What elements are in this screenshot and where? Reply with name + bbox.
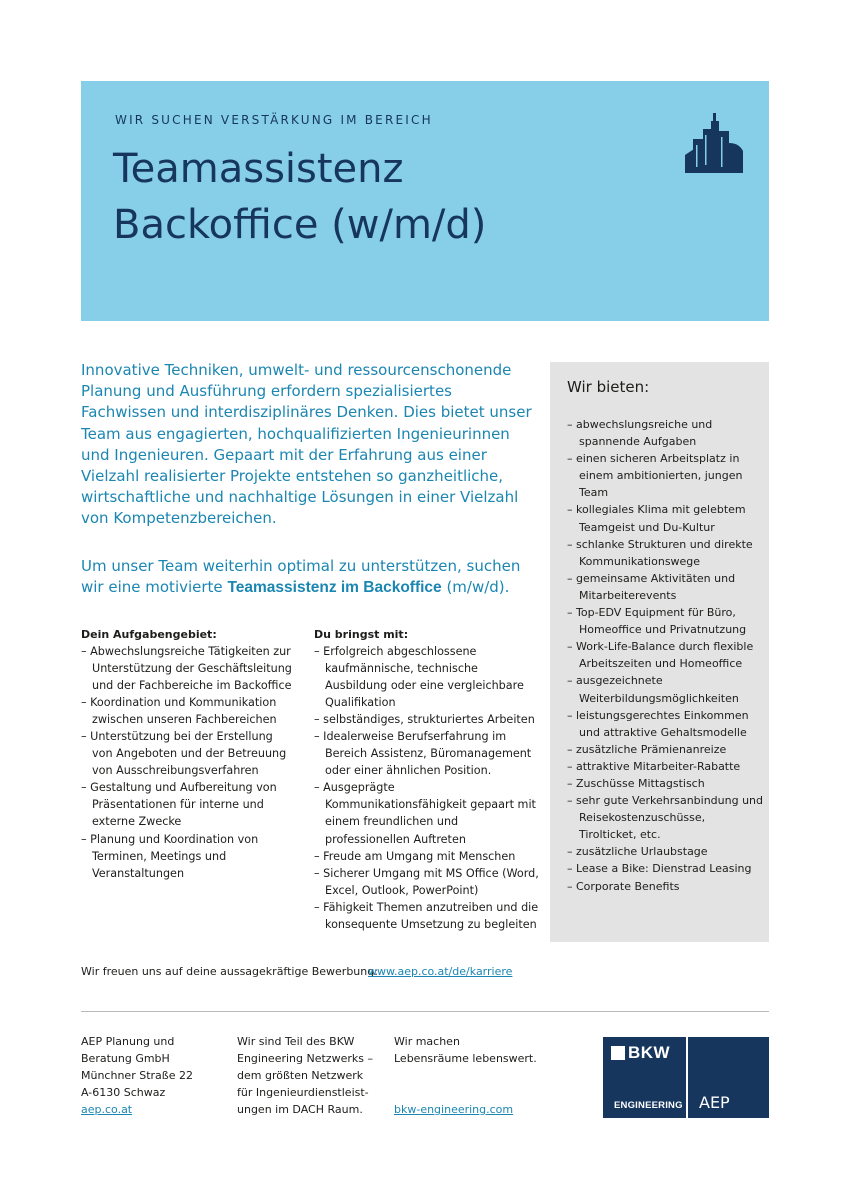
list-item: – Zuschüsse Mittagstisch (567, 775, 763, 792)
list-item: – Abwechslungsreiche Tätigkeiten zur Unterstützung der Geschäftsleitung und der Fachbereiche im Backoffice (81, 643, 296, 694)
logo-square-icon (611, 1046, 625, 1060)
network-line: Engineering Netzwerks – (237, 1052, 373, 1065)
list-item: – kollegiales Klima mit gelebtem Teamgeist und Du-Kultur (567, 501, 763, 535)
list-item: – Unterstützung bei der Erstellung von Angeboten und der Betreuung von Ausschreibungsverfahren (81, 728, 296, 779)
career-link[interactable]: www.aep.co.at/de/karriere (368, 965, 513, 978)
offer-heading: Wir bieten: (567, 378, 650, 396)
logo-bkw-text: BKW (628, 1043, 671, 1062)
list-item: – zusätzliche Urlaubstage (567, 843, 763, 860)
list-item: – Lease a Bike: Dienstrad Leasing (567, 860, 763, 877)
network-line: dem größten Netzwerk (237, 1069, 364, 1082)
tasks-heading: Dein Aufgabengebiet: (81, 628, 217, 641)
list-item: – Koordination und Kommunikation zwischen unseren Fachbereichen (81, 694, 296, 728)
logo-engineering-text: ENGINEERING (614, 1100, 683, 1111)
title-line-2: Backoffice (w/m/d) (113, 202, 487, 248)
aep-logo (688, 1037, 769, 1118)
tasks-section (81, 626, 296, 882)
bkw-aep-logo (603, 1037, 769, 1118)
requirements-heading: Du bringst mit: (314, 628, 409, 641)
network-line: Wir sind Teil des BKW (237, 1035, 355, 1048)
list-item: – Work-Life-Balance durch flexible Arbeitszeiten und Homeoffice (567, 638, 763, 672)
list-item: – Freude am Umgang mit Menschen (314, 848, 539, 865)
requirements-list (314, 643, 539, 933)
header-banner (81, 81, 769, 321)
motto-line: Lebensräume lebenswert. (394, 1052, 537, 1065)
offer-list (567, 416, 763, 895)
application-call (81, 965, 513, 978)
network-note (237, 1033, 387, 1118)
divider (81, 1011, 769, 1012)
address-line: AEP Planung und (81, 1035, 175, 1048)
list-item: – Fähigkeit Themen anzutreiben und die konsequente Umsetzung zu begleiten (314, 899, 539, 933)
company-address (81, 1033, 211, 1118)
address-line: Beratung GmbH (81, 1052, 170, 1065)
page-title (113, 141, 486, 253)
list-item: – Erfolgreich abgeschlossene kaufmännische, technische Ausbildung oder eine vergleichbare Qualifikation (314, 643, 539, 711)
bkw-engineering-logo (603, 1037, 686, 1118)
list-item: – attraktive Mitarbeiter-Rabatte (567, 758, 763, 775)
offer-box (550, 362, 769, 942)
intro-gender-suffix: (m/w/d). (441, 578, 510, 597)
list-item: – Gestaltung und Aufbereitung von Präsentationen für interne und externe Zwecke (81, 779, 296, 830)
list-item: – selbständiges, strukturiertes Arbeiten (314, 711, 539, 728)
header-kicker: WIR SUCHEN VERSTÄRKUNG IM BEREICH (115, 113, 433, 127)
list-item: – sehr gute Verkehrsanbindung und Reisekostenzuschüsse, Tirolticket, etc. (567, 792, 763, 843)
list-item: – Planung und Koordination von Terminen, Meetings und Veranstaltungen (81, 831, 296, 882)
application-text: Wir freuen uns auf deine aussagekräftige Bewerbung: (81, 965, 378, 978)
address-line: A-6130 Schwaz (81, 1086, 166, 1099)
list-item: – gemeinsame Aktivitäten und Mitarbeiterevents (567, 570, 763, 604)
address-line: Münchner Straße 22 (81, 1069, 193, 1082)
list-item: – Sicherer Umgang mit MS Office (Word, Excel, Outlook, PowerPoint) (314, 865, 539, 899)
motto (394, 1033, 544, 1116)
list-item: – Corporate Benefits (567, 878, 763, 895)
intro-search-text: Um unser Team weiterhin optimal zu unterstützen, suchen wir eine motivierte (81, 557, 521, 597)
title-line-1: Teamassistenz (113, 146, 404, 192)
list-item: – schlanke Strukturen und direkte Kommunikationswege (567, 536, 763, 570)
list-item: – ausgezeichnete Weiterbildungsmöglichkeiten (567, 672, 763, 706)
company-website-link[interactable]: aep.co.at (81, 1103, 133, 1116)
list-item: – einen sicheren Arbeitsplatz in einem ambitionierten, jungen Team (567, 450, 763, 501)
list-item: – Ausgeprägte Kommunikationsfähigkeit gepaart mit einem freundlichen und professionellen Auftreten (314, 779, 539, 847)
list-item: – leistungsgerechtes Einkommen und attraktive Gehaltsmodelle (567, 707, 763, 741)
list-item: – zusätzliche Prämienanreize (567, 741, 763, 758)
requirements-section (314, 626, 539, 933)
bkw-website-link[interactable]: bkw-engineering.com (394, 1103, 514, 1116)
network-line: für Ingenieurdienstleist- (237, 1086, 369, 1099)
list-item: – Idealerweise Berufserfahrung im Bereich Assistenz, Büromanagement oder einer ähnlichen Position. (314, 728, 539, 779)
intro-search-paragraph (81, 556, 541, 598)
list-item: – abwechslungsreiche und spannende Aufgaben (567, 416, 763, 450)
city-skyline-icon (685, 111, 747, 173)
network-line: ungen im DACH Raum. (237, 1103, 363, 1116)
list-item: – Top-EDV Equipment für Büro, Homeoffice und Privatnutzung (567, 604, 763, 638)
tasks-list (81, 643, 296, 882)
intro-paragraph: Innovative Techniken, umwelt- und ressourcenschonende Planung und Ausführung erfordern spezialisiertes Fachwissen und interdisziplinäres Denken. Dies bietet unser Team aus engagierten, hochqualifizierten Ingenieurinnen und Ingenieuren. Gepaart mit der Erfahrung aus einer Vielzahl realisierter Projekte entstehen so ganzheitliche, wirtschaftliche und nachhaltige Lösungen in einer Vielzahl von Kompetenzbereichen. (81, 361, 532, 528)
logo-aep-text: AEP (699, 1093, 730, 1112)
motto-line: Wir machen (394, 1035, 460, 1048)
intro-job-title: Teamassistenz im Backoffice (227, 579, 442, 597)
